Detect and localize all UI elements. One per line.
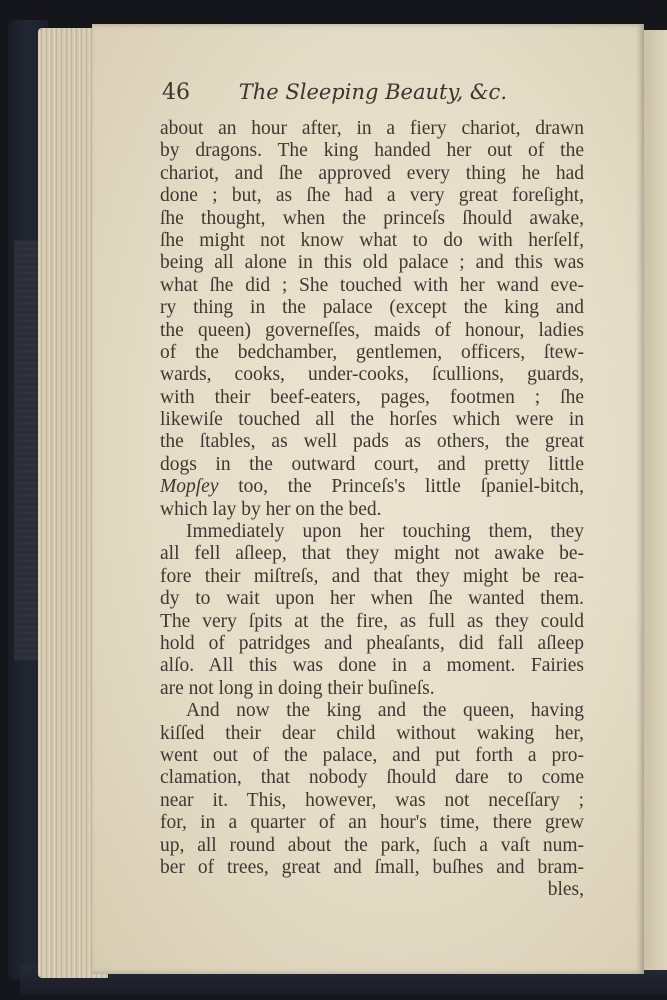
running-head — [162, 80, 507, 112]
text-line: The very ſpits at the fire, as full as they could — [160, 610, 584, 632]
catchword-line: bles, — [547, 879, 584, 901]
running-title: The Sleeping Beauty, &c. — [238, 80, 507, 104]
text-line: which lay by her on the bed. — [160, 498, 382, 520]
text-line: fore their miſtreſs, and that they might be rea- — [160, 565, 584, 587]
text-line: ſhe thought, when the princeſs ſhould awake, — [160, 207, 584, 229]
page-number: 46 — [162, 80, 190, 105]
body-text — [160, 118, 584, 902]
text-line: hold of patridges and pheaſants, did fall aſleep — [160, 632, 584, 654]
book-spine-cloth — [14, 240, 40, 660]
text-line: likewiſe touched all the horſes which were in — [160, 409, 584, 431]
text-line-mopsey: Mopſey too, the Princeſs's little ſpaniel-bitch, — [160, 476, 584, 498]
text-line: of the bedchamber, gentlemen, officers, ſtew- — [160, 341, 584, 363]
text-line: about an hour after, in a fiery chariot, drawn — [160, 118, 584, 139]
text-line: done ; but, as ſhe had a very great foreſight, — [160, 185, 584, 207]
text-line: near it. This, however, was not neceſſary ; — [160, 789, 584, 811]
text-line: what ſhe did ; She touched with her wand eve- — [160, 274, 584, 296]
text-line: went out of the palace, and put forth a pro- — [160, 744, 584, 766]
text-line: clamation, that nobody ſhould dare to come — [160, 767, 584, 789]
text-line: dy to wait upon her when ſhe wanted them. — [160, 588, 584, 610]
text-line: alſo. All this was done in a moment. Fairies — [160, 655, 584, 677]
text-line: for, in a quarter of an hour's time, there grew — [160, 812, 584, 834]
text-line: ſhe might not know what to do with herſelf, — [160, 229, 584, 251]
text-line: ber of trees, great and ſmall, buſhes and bram- — [160, 856, 584, 878]
text-line: kiſſed their dear child without waking her, — [160, 722, 584, 744]
text-line: wards, cooks, under-cooks, ſcullions, guards, — [160, 364, 584, 386]
italic-name: Mopſey — [160, 476, 219, 498]
text-line: by dragons. The king handed her out of the — [160, 140, 584, 162]
text-line: the queen) governeſſes, maids of honour, ladies — [160, 319, 584, 341]
text-line: dogs in the outward court, and pretty little — [160, 453, 584, 475]
paragraph-start-line: And now the king and the queen, having — [186, 700, 584, 722]
text-line: chariot, and ſhe approved every thing he had — [160, 162, 584, 184]
facing-page-edge — [644, 30, 667, 970]
text-line: ry thing in the palace (except the king and — [160, 297, 584, 319]
text-line: with their beef-eaters, pages, footmen ; ſhe — [160, 386, 584, 408]
text-line: the ſtables, as well pads as others, the great — [160, 431, 584, 453]
text-line: are not long in doing their buſineſs. — [160, 677, 435, 699]
text-line: up, all round about the park, ſuch a vaſt num- — [160, 834, 584, 856]
text-line: being all alone in this old palace ; and this was — [160, 252, 584, 274]
paragraph-start-line: Immediately upon her touching them, they — [186, 521, 584, 543]
text-line: all fell aſleep, that they might not awake be- — [160, 543, 584, 565]
